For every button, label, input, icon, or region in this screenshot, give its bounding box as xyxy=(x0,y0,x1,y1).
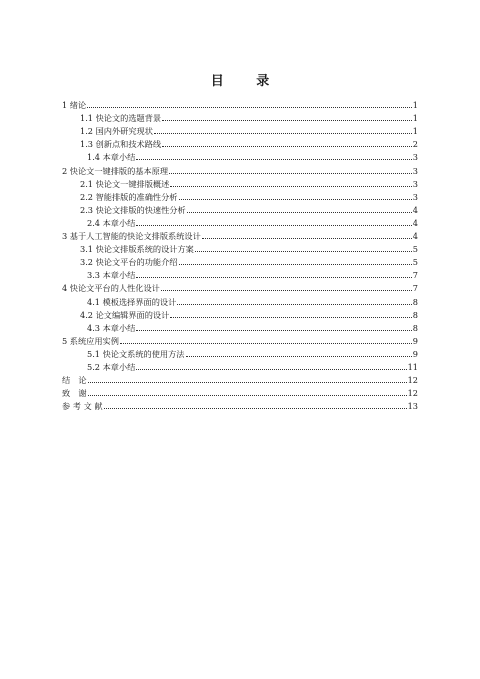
toc-entry-label: 1.2 国内外研究现状 xyxy=(80,126,153,137)
toc-entry-page-number: 9 xyxy=(412,348,418,359)
toc-entry-page-number: 3 xyxy=(412,178,418,189)
toc-entry-label: 1.3 创新点和技术路线 xyxy=(80,139,162,150)
toc-entry-label: 5 系统应用实例 xyxy=(62,335,119,346)
toc-entry-page-number: 5 xyxy=(412,257,418,268)
toc-title: 目 录 xyxy=(210,74,284,89)
toc-dot-leader xyxy=(104,408,407,409)
toc-entry[interactable] xyxy=(62,162,418,175)
toc-dot-leader xyxy=(120,343,412,344)
toc-entry[interactable] xyxy=(62,241,418,254)
toc-entry-label: 3.3 本章小结 xyxy=(87,270,136,281)
toc-entry-label: 1.4 本章小结 xyxy=(87,152,136,163)
toc-entry-label: 结 论 xyxy=(62,375,87,386)
toc-entry-label: 2 快论文一键排版的基本原理 xyxy=(62,165,169,176)
toc-entry[interactable] xyxy=(62,254,418,267)
toc-dot-leader xyxy=(177,304,411,305)
toc-dot-leader xyxy=(154,133,412,134)
toc-entry-page-number: 3 xyxy=(412,165,418,176)
toc-dot-leader xyxy=(136,225,411,226)
toc-entry-label: 2.1 快论文一键排版概述 xyxy=(80,178,170,189)
toc-entry-page-number: 4 xyxy=(412,204,418,215)
toc-dot-leader xyxy=(162,120,412,121)
toc-dot-leader xyxy=(136,159,411,160)
toc-entry-page-number: 9 xyxy=(412,335,418,346)
toc-entry-page-number: 4 xyxy=(412,231,418,242)
toc-entry[interactable] xyxy=(62,372,418,385)
toc-entry-page-number: 2 xyxy=(412,139,418,150)
toc-dot-leader xyxy=(179,199,412,200)
toc-entry-page-number: 13 xyxy=(407,401,418,412)
toc-entry-page-number: 3 xyxy=(412,191,418,202)
toc-entry[interactable] xyxy=(62,333,418,346)
toc-entry[interactable] xyxy=(62,110,418,123)
toc-entry[interactable] xyxy=(62,189,418,202)
toc-entry-page-number: 12 xyxy=(407,388,418,399)
toc-entry-page-number: 7 xyxy=(412,283,418,294)
toc-dot-leader xyxy=(88,382,407,383)
toc-entry-label: 3 基于人工智能的快论文排版系统设计 xyxy=(62,231,201,242)
toc-entry-label: 4.1 模板选择界面的设计 xyxy=(87,296,177,307)
toc-entry-page-number: 8 xyxy=(412,309,418,320)
toc-entry[interactable] xyxy=(62,123,418,136)
toc-entry-page-number: 1 xyxy=(412,126,418,137)
toc-entry[interactable] xyxy=(62,267,418,280)
toc-entry[interactable] xyxy=(62,385,418,398)
toc-entry[interactable] xyxy=(62,136,418,149)
toc-entry[interactable] xyxy=(62,228,418,241)
toc-entry-label: 4.2 论文编辑界面的设计 xyxy=(80,309,170,320)
toc-dot-leader xyxy=(88,395,407,396)
toc-entry-page-number: 1 xyxy=(412,100,418,111)
toc-entry[interactable] xyxy=(62,149,418,162)
toc-entry-label: 1 绪论 xyxy=(62,100,87,111)
toc-entry-label: 5.1 快论文系统的使用方法 xyxy=(87,348,185,359)
toc-entry-label: 2.3 快论文排版的快速性分析 xyxy=(80,204,186,215)
toc-entry[interactable] xyxy=(62,398,418,411)
toc-dot-leader xyxy=(136,330,411,331)
toc-entry-label: 3.1 快论文排版系统的设计方案 xyxy=(80,244,194,255)
toc-dot-leader xyxy=(179,264,412,265)
toc-entry-page-number: 8 xyxy=(412,322,418,333)
toc-entry[interactable] xyxy=(62,293,418,306)
toc-dot-leader xyxy=(169,173,412,174)
toc-entry-page-number: 7 xyxy=(412,270,418,281)
toc-dot-leader xyxy=(161,290,412,291)
toc-entry[interactable] xyxy=(62,359,418,372)
toc-entry-page-number: 12 xyxy=(407,375,418,386)
toc-dot-leader xyxy=(136,369,406,370)
toc-entry-page-number: 1 xyxy=(412,113,418,124)
toc-entry-page-number: 11 xyxy=(407,361,418,372)
toc-entry[interactable] xyxy=(62,346,418,359)
toc-entry[interactable] xyxy=(62,97,418,110)
toc-dot-leader xyxy=(87,107,412,108)
toc-dot-leader xyxy=(170,317,411,318)
toc-entry-label: 1.1 快论文的选题背景 xyxy=(80,113,162,124)
toc-dot-leader xyxy=(170,186,411,187)
toc-entry-label: 2.4 本章小结 xyxy=(87,217,136,228)
toc-dot-leader xyxy=(202,238,412,239)
toc-entry-label: 4 快论文平台的人性化设计 xyxy=(62,283,160,294)
toc-entry[interactable] xyxy=(62,215,418,228)
toc-entry-label: 4.3 本章小结 xyxy=(87,322,136,333)
toc-entry-page-number: 8 xyxy=(412,296,418,307)
toc-dot-leader xyxy=(195,251,412,252)
toc-dot-leader xyxy=(162,146,412,147)
toc-entry[interactable] xyxy=(62,307,418,320)
toc-entry-label: 5.2 本章小结 xyxy=(87,361,136,372)
toc-entry[interactable] xyxy=(62,176,418,189)
toc-dot-leader xyxy=(187,212,412,213)
toc-entry[interactable] xyxy=(62,202,418,215)
toc-entry-label: 3.2 快论文平台的功能介绍 xyxy=(80,257,178,268)
toc-entry-label: 2.2 智能排版的准确性分析 xyxy=(80,191,178,202)
toc-entry[interactable] xyxy=(62,320,418,333)
toc-entry-label: 致 谢 xyxy=(62,388,87,399)
toc-entry-page-number: 3 xyxy=(412,152,418,163)
toc-entry[interactable] xyxy=(62,280,418,293)
toc-dot-leader xyxy=(186,356,412,357)
toc-dot-leader xyxy=(136,277,411,278)
toc-entry-page-number: 4 xyxy=(412,217,418,228)
toc-list xyxy=(62,97,418,411)
toc-entry-label: 参 考 文 献 xyxy=(62,401,103,412)
toc-entry-page-number: 5 xyxy=(412,244,418,255)
